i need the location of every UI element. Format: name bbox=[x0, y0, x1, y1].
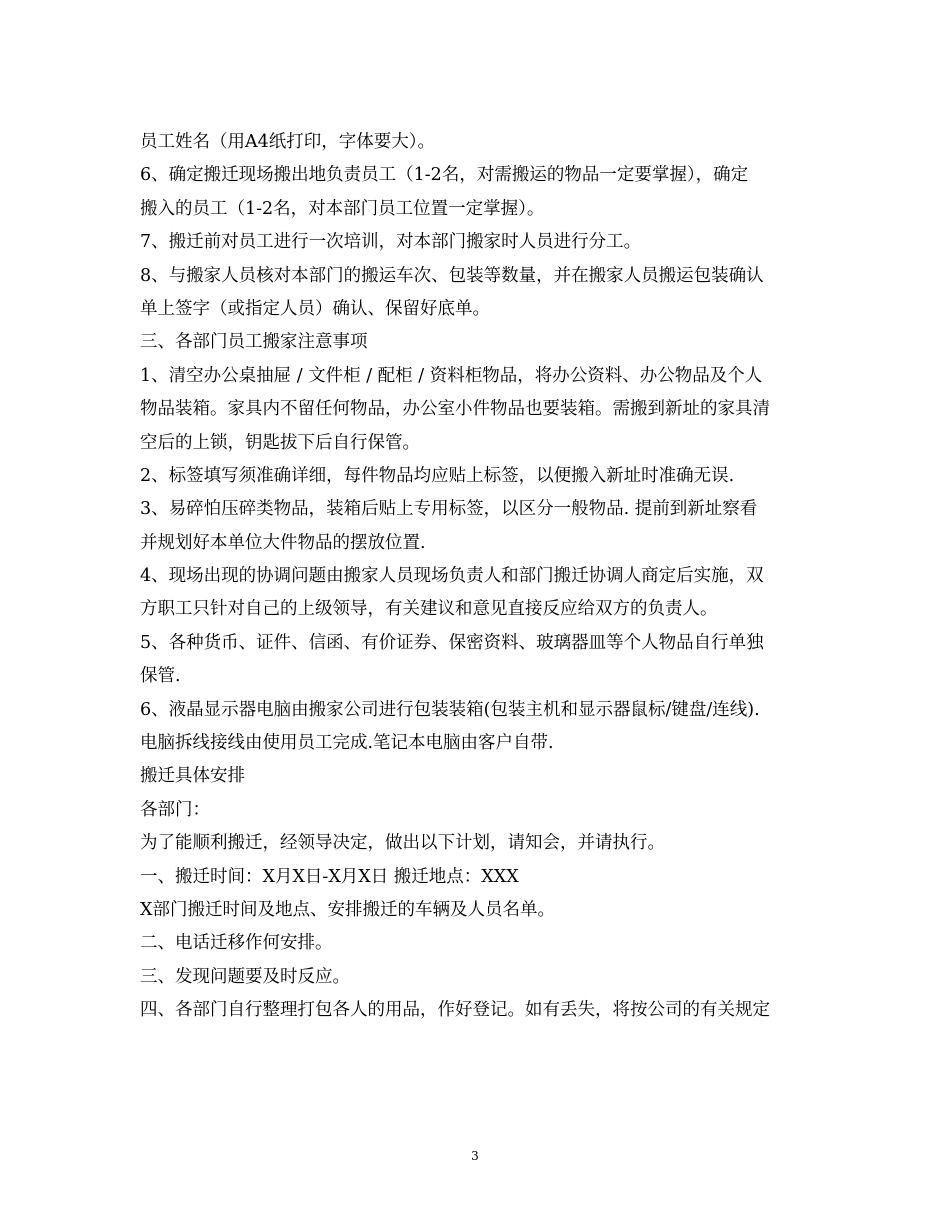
body-line: 8、与搬家人员核对本部门的搬运车次、包装等数量，并在搬家人员搬运包装确认 bbox=[140, 265, 764, 286]
body-line: 6、液晶显示器电脑由搬家公司进行包装装箱(包装主机和显示器鼠标/键盘/连线). bbox=[140, 699, 760, 720]
body-line: 物品装箱。家具内不留任何物品，办公室小件物品也要装箱。需搬到新址的家具清 bbox=[140, 399, 770, 420]
body-line: 4、现场出现的协调问题由搬家人员现场负责人和部门搬迁协调人商定后实施，双 bbox=[140, 566, 764, 587]
page-number: 3 bbox=[471, 1149, 479, 1163]
body-line: 6、确定搬迁现场搬出地负责员工（1-2名，对需搬运的物品一定要掌握），确定 bbox=[140, 165, 749, 186]
body-line: 一、搬迁时间：X月X日-X月X日 搬迁地点：XXX bbox=[140, 866, 519, 887]
body-line: 电脑拆线接线由使用员工完成.笔记本电脑由客户自带. bbox=[140, 733, 554, 754]
document-body bbox=[140, 126, 830, 1028]
body-line: 2、标签填写须准确详细，每件物品均应贴上标签，以便搬入新址时准确无误. bbox=[140, 465, 735, 486]
body-line: 单上签字（或指定人员）确认、保留好底单。 bbox=[140, 298, 490, 319]
body-line: 搬入的员工（1-2名，对本部门员工位置一定掌握）。 bbox=[140, 198, 545, 219]
section-heading: 三、各部门员工搬家注意事项 bbox=[140, 332, 368, 353]
body-line: 三、发现问题要及时反应。 bbox=[140, 966, 350, 987]
body-line: 7、搬迁前对员工进行一次培训，对本部门搬家时人员进行分工。 bbox=[140, 232, 642, 253]
body-line: 5、各种货币、证件、信函、有价证券、保密资料、玻璃器皿等个人物品自行单独 bbox=[140, 632, 764, 653]
body-line: 并规划好本单位大件物品的摆放位置. bbox=[140, 532, 426, 553]
body-line: 1、清空办公桌抽屉 / 文件柜 / 配柜 / 资料柜物品，将办公资料、办公物品及个人 bbox=[140, 365, 763, 386]
salutation: 各部门： bbox=[140, 799, 210, 820]
body-line: X部门搬迁时间及地点、安排搬迁的车辆及人员名单。 bbox=[140, 899, 555, 920]
section-heading: 搬迁具体安排 bbox=[140, 766, 245, 787]
body-line: 3、易碎怕压碎类物品，装箱后贴上专用标签，以区分一般物品. 提前到新址察看 bbox=[140, 499, 758, 520]
body-line: 为了能顺利搬迁，经领导决定，做出以下计划，请知会，并请执行。 bbox=[140, 833, 665, 854]
body-line: 员工姓名（用A4纸打印，字体要大）。 bbox=[140, 132, 436, 152]
body-line: 空后的上锁，钥匙拔下后自行保管。 bbox=[140, 432, 420, 453]
body-line: 方职工只针对自己的上级领导，有关建议和意见直接反应给双方的负责人。 bbox=[140, 599, 718, 620]
body-line: 保管. bbox=[140, 666, 181, 687]
body-line: 二、电话迁移作何安排。 bbox=[140, 933, 333, 954]
body-line: 四、各部门自行整理打包各人的用品，作好登记。如有丢失，将按公司的有关规定 bbox=[140, 1000, 770, 1021]
